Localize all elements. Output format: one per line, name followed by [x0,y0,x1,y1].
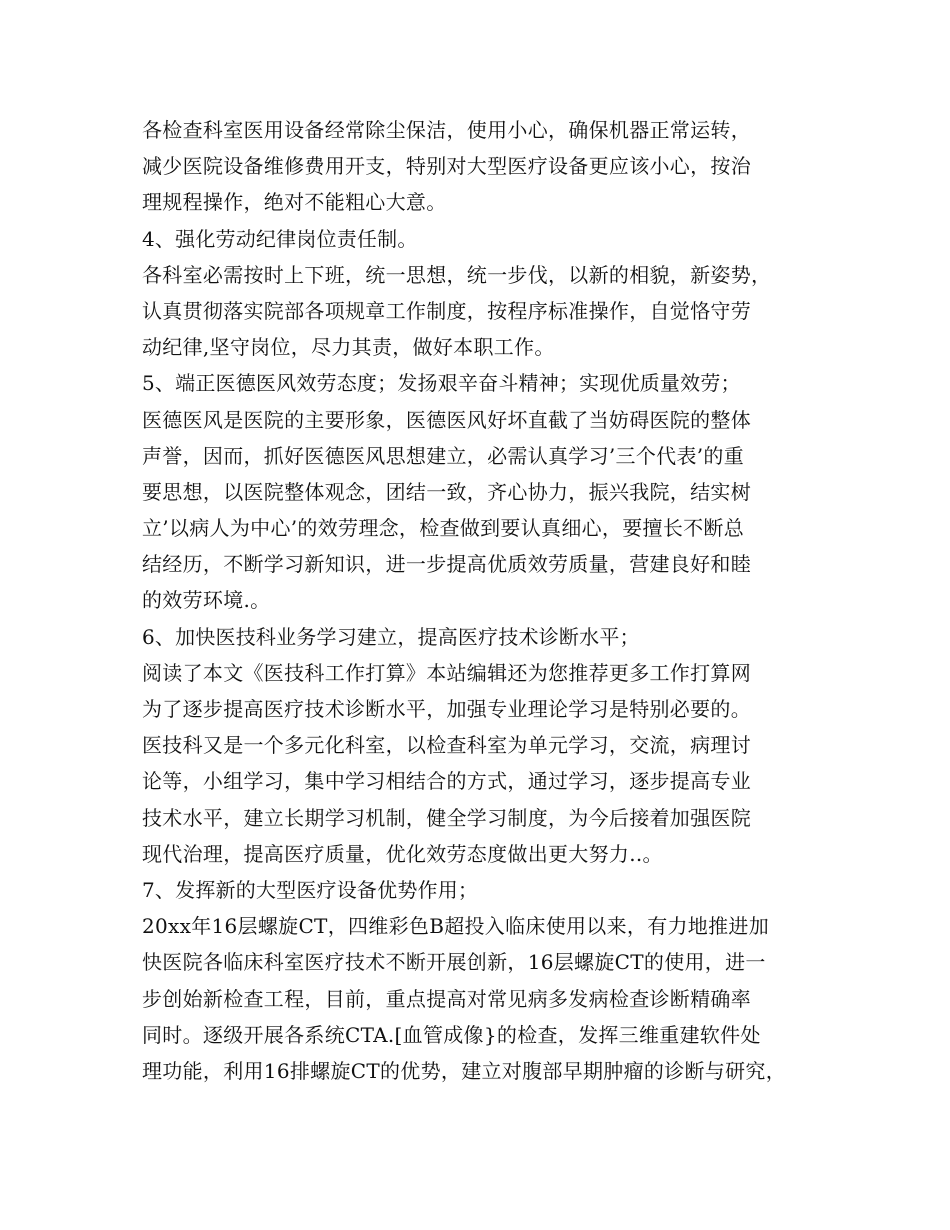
paragraph-line: 医技科又是一个多元化科室，以检查科室为单元学习，交流，病理讨 [142,733,751,758]
paragraph-line: 步创始新检查工程，目前，重点提高对常见病多发病检查诊断精确率 [142,986,751,1011]
paragraph-line: 技术水平，建立长期学习机制，健全学习制度，为今后接着加强医院 [142,805,751,830]
paragraph-line: 各科室必需按时上下班，统一思想，统一步伐，以新的相貌，新姿势， [142,262,772,287]
document-body [142,112,832,1089]
paragraph-line: 理功能，利用16排螺旋CT的优势，建立对腹部早期肿瘤的诊断与研究， [142,1058,786,1083]
paragraph-line: 快医院各临床科室医疗技术不断开展创新，16层螺旋CT的使用，进一 [142,950,766,975]
paragraph-line: 20xx年16层螺旋CT，四维彩色B超投入临床使用以来，有力地推进加 [142,914,769,939]
paragraph-line: 声誉，因而，抓好医德医风思想建立，必需认真学习’三个代表’的重 [142,443,745,468]
paragraph-line: 医德医风是医院的主要形象，医德医风好坏直截了当妨碍医院的整体 [142,407,751,432]
paragraph-line: 为了逐步提高医疗技术诊断水平，加强专业理论学习是特别必要的。 [142,697,751,721]
paragraph-line: 理规程操作，绝对不能粗心大意。 [142,190,447,215]
paragraph-line: 论等，小组学习，集中学习相结合的方式，通过学习，逐步提高专业 [142,769,751,794]
paragraph-line: 动纪律,坚守岗位，尽力其责，做好本职工作。 [142,335,555,360]
paragraph-line: 阅读了本文《医技科工作打算》本站编辑还为您推荐更多工作打算网 [142,660,751,685]
paragraph-line: 认真贯彻落实院部各项规章工作制度，按程序标准操作，自觉恪守劳 [142,298,751,323]
paragraph-line: 减少医院设备维修费用开支，特别对大型医疗设备更应该小心，按治 [142,154,751,179]
paragraph-line: 同时。逐级开展各系统CTA.[血管成像}的检查，发挥三维重建软件处 [142,1022,761,1047]
section-heading-5: 5、端正医德医风效劳态度；发扬艰辛奋斗精神；实现优质量效劳； [142,371,741,396]
paragraph-line: 的效劳环境.。 [142,588,271,613]
section-heading-6: 6、加快医技科业务学习建立，提高医疗技术诊断水平； [142,624,640,649]
paragraph-line: 现代治理，提高医疗质量，优化效劳态度做出更大努力..。 [142,841,663,866]
section-heading-4: 4、强化劳动纪律岗位责任制。 [142,226,418,251]
paragraph-line: 各检查科室医用设备经常除尘保洁，使用小心，确保机器正常运转， [142,118,751,142]
paragraph-line: 立’以病人为中心’的效劳理念，检查做到要认真细心，要擅长不断总 [142,516,745,541]
paragraph-line: 要思想，以医院整体观念，团结一致，齐心协力，振兴我院，结实树 [142,479,751,504]
section-heading-7: 7、发挥新的大型医疗设备优势作用； [142,877,479,902]
paragraph-line: 结经历，不断学习新知识，进一步提高优质效劳质量，营建良好和睦 [142,552,751,577]
